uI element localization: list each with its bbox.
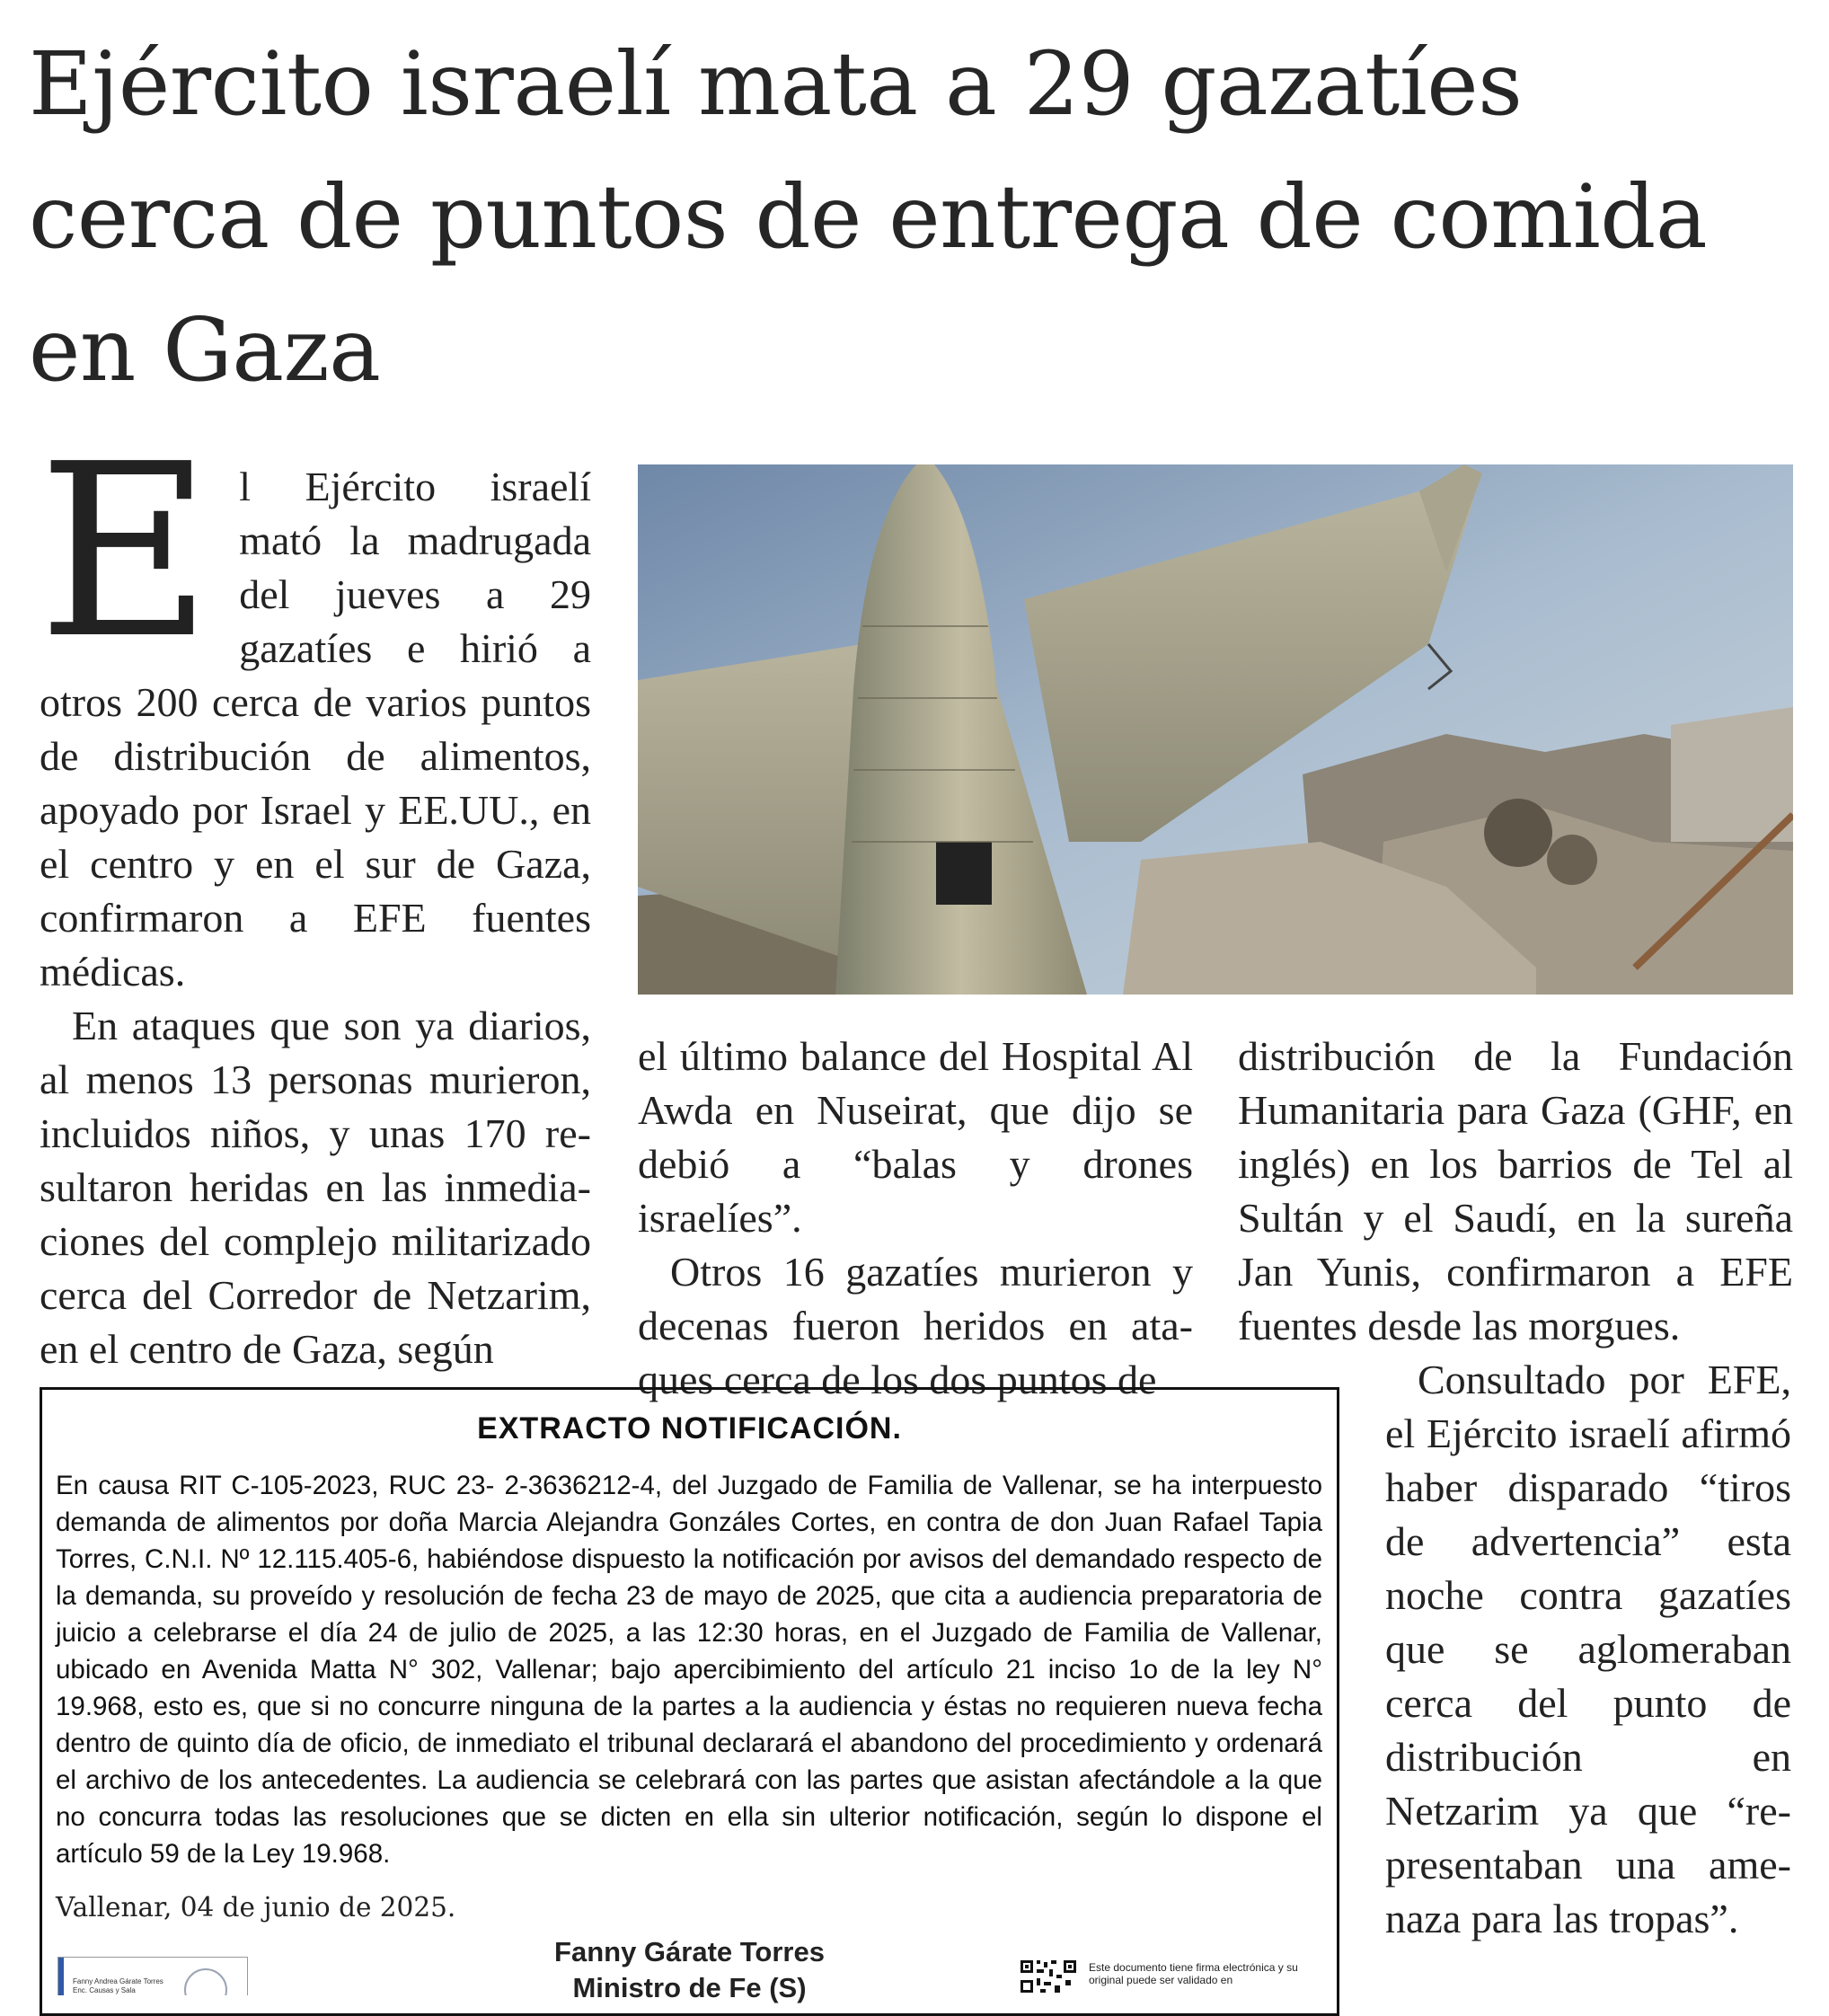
- aircraft-wreck-photo: [638, 464, 1793, 995]
- article-column-3: [1238, 1030, 1793, 1353]
- article-paragraph: [38, 412, 591, 999]
- signature-stamp: [57, 1957, 248, 1995]
- paragraph-text: l Ejército israelí mató la madrugada del jueves a 29 gazatíes e hirió a otros 200 cerca de varios puntos de distribución de alimentos, apoyado por Israel y EE.UU., en el centro y en el sur de Gaza, confirmaron a EFE fuentes médicas.: [40, 464, 591, 995]
- article-column-2: [638, 1030, 1193, 1407]
- stamp-role: Enc. Causas y Sala: [73, 1986, 136, 1994]
- notice-body: En causa RIT C-105-2023, RUC 23- 2-3636212-4, del Juzgado de Familia de Vallenar, se ha interpuesto demanda de alimentos por doña Marcia Alejandra Gonzáles Cortes, en contra de don Juan Rafael Tapia Torres, C.N.I. Nº 12.115.405-6, habiéndose dispuesto la notificación por avisos del demandado respecto de la demanda, su proveído y resolución de fecha 23 de mayo de 2025, que cita a audiencia preparatoria de juicio a celebrarse el día 24 de julio de 2025, a las 12:30 horas, en el Juzgado de Familia de Vallenar, ubicado en Avenida Matta N° 302, Vallenar; bajo apercibimiento del artículo 21 inciso 1o de la ley N° 19.968, esto es, que si no concurre ninguna de la partes a la audiencia y éstas no requieren nueva fecha dentro de quinto día de oficio, de inmediato el tribunal declarará el abandono del procedimiento y ordenará el archivo de los antecedentes. La audiencia se celebrará con las partes que asistan afectándole a la que no concurra todas las resoluciones que se dicten en ella sin ulterior notificación, según lo dispone el artículo 59 de la Ley 19.968.: [56, 1471, 1322, 1869]
- article-column-1: [38, 412, 591, 1376]
- qr-validation-note: Este documento tiene firma electrónica y su original puede ser validado en: [1089, 1961, 1298, 1986]
- stamp-name: Fanny Andrea Gárate Torres: [73, 1977, 163, 1985]
- headline: Ejército israelí mata a 29 gazatíes cerca de puntos de entrega de comida en Gaza: [29, 33, 1708, 401]
- article-paragraph: Otros 16 gazatíes murieron y decenas fueron heridos en ataques cerca de los dos puntos de: [638, 1249, 1193, 1402]
- signer-name: Fanny Gárate Torres: [554, 1936, 825, 1967]
- notice-title: EXTRACTO NOTIFICACIÓN.: [477, 1411, 902, 1446]
- article-paragraph: distribución de la Fundación Humanitaria para Gaza (GHF, en inglés) en los barrios de Tel al Sultán y el Saudí, en la sureña Jan Yunis, confirmaron a EFE fuentes desde las morgues.: [1238, 1033, 1793, 1348]
- drop-cap: E: [38, 412, 213, 691]
- article-paragraph: En ataques que son ya diarios, al menos 13 personas murieron, incluidos niños, y unas 170 resultaron heridas en las inmediaciones del complejo militarizado cerca del Corredor de Netzarim, en el centro de Gaza, según: [40, 1003, 591, 1372]
- signer-role: Ministro de Fe (S): [572, 1972, 807, 2003]
- article-column-4: [1385, 1353, 1791, 1946]
- news-photo: [638, 464, 1793, 995]
- article-paragraph: el último balance del Hospital Al Awda en Nuseirat, que dijo se debió a “balas y drones israelíes”.: [638, 1033, 1193, 1241]
- stamp-bar: [58, 1958, 64, 1995]
- qr-code-icon: [1019, 1959, 1078, 1994]
- seal-icon: [184, 1968, 227, 1995]
- notice-date: Vallenar, 04 de junio de 2025.: [56, 1892, 456, 1923]
- article-paragraph: Consultado por EFE, el Ejército israelí afirmó haber disparado “tiros de advertencia” esta noche contra gazatíes que se aglomeraban cerca del punto de distribución en Netzarim ya que “representaban una amenaza para las tropas”.: [1385, 1357, 1791, 1941]
